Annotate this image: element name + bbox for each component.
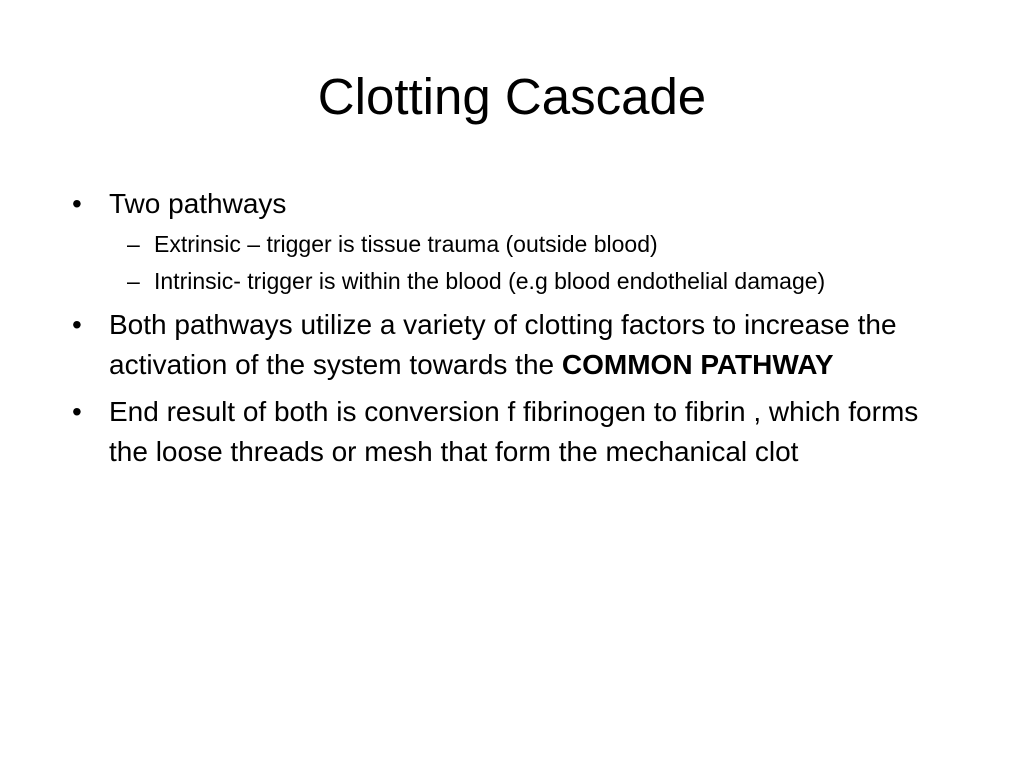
bullet-icon: • [72, 396, 82, 427]
bullet-item-both-pathways [72, 305, 932, 385]
dash-icon: – [127, 268, 140, 294]
bullet-icon: • [72, 188, 82, 219]
bullet-text: Two pathways [109, 188, 287, 219]
bullet-bold-text: COMMON PATHWAY [561, 349, 834, 380]
dash-icon: – [127, 231, 140, 257]
bullet-item-two-pathways [72, 184, 932, 298]
bullet-icon: • [72, 309, 82, 340]
sub-bullet-intrinsic [109, 265, 894, 298]
bullet-text: Both pathways utilize a variety of clotting factors to increase the activation of the system towards the [109, 309, 897, 380]
sub-bullet-text: Extrinsic – trigger is tissue trauma (outside blood) [154, 231, 658, 257]
sub-bullet-extrinsic [109, 228, 894, 261]
sub-bullet-list [109, 228, 932, 298]
slide-title: Clotting Cascade [317, 68, 707, 125]
bullet-list [72, 184, 932, 479]
bullet-item-end-result [72, 392, 932, 472]
sub-bullet-text: Intrinsic- trigger is within the blood (e.g blood endothelial damage) [154, 268, 826, 294]
bullet-text: End result of both is conversion f fibrinogen to fibrin , which forms the loose threads or mesh that form the mechanical clot [109, 396, 919, 467]
